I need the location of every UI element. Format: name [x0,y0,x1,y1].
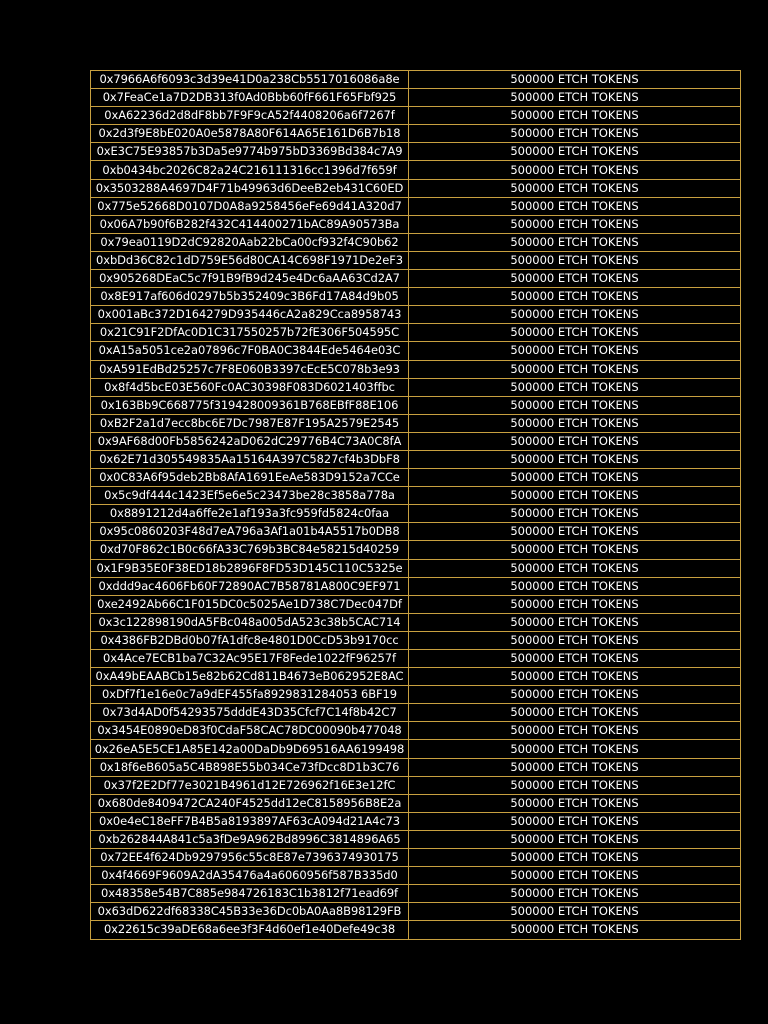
table-row [91,903,741,921]
table-row [91,215,741,233]
token-amount-cell: 500000 ETCH TOKENS [409,776,741,794]
token-allocation-table [90,70,741,940]
token-amount-cell: 500000 ETCH TOKENS [409,342,741,360]
table-row [91,631,741,649]
token-amount-cell: 500000 ETCH TOKENS [409,432,741,450]
table-row [91,125,741,143]
table-row [91,450,741,468]
table-row [91,740,741,758]
table-row [91,161,741,179]
table-row [91,650,741,668]
wallet-address-cell: 0x775e52668D0107D0A8a9258456eFe69d41A320d7 [91,197,409,215]
wallet-address-cell: 0x1F9B35E0F38ED18b2896F8FD53D145C110C5325e [91,559,409,577]
token-amount-cell: 500000 ETCH TOKENS [409,830,741,848]
table-row [91,849,741,867]
wallet-address-cell: 0xB2F2a1d7ecc8bc6E7Dc7987E87F195A2579E2545 [91,414,409,432]
token-amount-cell: 500000 ETCH TOKENS [409,396,741,414]
token-amount-cell: 500000 ETCH TOKENS [409,143,741,161]
table-row [91,89,741,107]
table-row [91,595,741,613]
token-amount-cell: 500000 ETCH TOKENS [409,161,741,179]
table-row [91,179,741,197]
table-row [91,306,741,324]
wallet-address-cell: 0x73d4AD0f54293575dddE43D35Cfcf7C14f8b42C7 [91,704,409,722]
table-row [91,251,741,269]
wallet-address-cell: 0x3454E0890eD83f0CdaF58CAC78DC00090b477048 [91,722,409,740]
wallet-address-cell: 0x0e4eC18eFF7B4B5a8193897AF63cA094d21A4c73 [91,812,409,830]
token-amount-cell: 500000 ETCH TOKENS [409,668,741,686]
token-amount-cell: 500000 ETCH TOKENS [409,794,741,812]
table-row [91,867,741,885]
table-row [91,288,741,306]
table-row [91,523,741,541]
wallet-address-cell: 0x905268DEaC5c7f91B9fB9d245e4Dc6aAA63Cd2A7 [91,270,409,288]
table-row [91,613,741,631]
table-row [91,776,741,794]
table-row [91,432,741,450]
wallet-address-cell: 0x2d3f9E8bE020A0e5878A80F614A65E161D6B7b18 [91,125,409,143]
token-amount-cell: 500000 ETCH TOKENS [409,885,741,903]
table-row [91,921,741,939]
wallet-address-cell: 0x18f6eB605a5C4B898E55b034Ce73fDcc8D1b3C76 [91,758,409,776]
token-amount-cell: 500000 ETCH TOKENS [409,921,741,939]
token-amount-cell: 500000 ETCH TOKENS [409,469,741,487]
table-row [91,469,741,487]
wallet-address-cell: 0x79ea0119D2dC92820Aab22bCa00cf932f4C90b62 [91,233,409,251]
table-row [91,541,741,559]
table-row [91,414,741,432]
token-amount-cell: 500000 ETCH TOKENS [409,324,741,342]
table-row [91,668,741,686]
wallet-address-cell: 0x3503288A4697D4F71b49963d6DeeB2eb431C60ED [91,179,409,197]
wallet-address-cell: 0x21C91F2DfAc0D1C317550257b72fE306F504595C [91,324,409,342]
token-amount-cell: 500000 ETCH TOKENS [409,89,741,107]
table-row [91,270,741,288]
token-amount-cell: 500000 ETCH TOKENS [409,704,741,722]
table-row [91,324,741,342]
token-amount-cell: 500000 ETCH TOKENS [409,487,741,505]
token-amount-cell: 500000 ETCH TOKENS [409,233,741,251]
wallet-address-cell: 0x8f4d5bcE03E560Fc0AC30398F083D6021403ffbc [91,378,409,396]
token-amount-cell: 500000 ETCH TOKENS [409,523,741,541]
wallet-address-cell: 0xE3C75E93857b3Da5e9774b975bD3369Bd384c7A9 [91,143,409,161]
token-amount-cell: 500000 ETCH TOKENS [409,414,741,432]
token-amount-cell: 500000 ETCH TOKENS [409,270,741,288]
table-row [91,794,741,812]
token-amount-cell: 500000 ETCH TOKENS [409,450,741,468]
token-amount-cell: 500000 ETCH TOKENS [409,197,741,215]
table-row [91,686,741,704]
wallet-address-cell: 0xb262844A841c5a3fDe9A962Bd8996C3814896A65 [91,830,409,848]
wallet-address-cell: 0x7FeaCe1a7D2DB313f0Ad0Bbb60fF661F65Fbf925 [91,89,409,107]
token-amount-cell: 500000 ETCH TOKENS [409,71,741,89]
token-amount-cell: 500000 ETCH TOKENS [409,215,741,233]
token-amount-cell: 500000 ETCH TOKENS [409,360,741,378]
token-amount-cell: 500000 ETCH TOKENS [409,251,741,269]
table-row [91,487,741,505]
wallet-address-cell: 0x95c0860203F48d7eA796a3Af1a01b4A5517b0DB8 [91,523,409,541]
token-amount-cell: 500000 ETCH TOKENS [409,740,741,758]
wallet-address-cell: 0x680de8409472CA240F4525dd12eC8158956B8E2a [91,794,409,812]
token-amount-cell: 500000 ETCH TOKENS [409,812,741,830]
table-row [91,71,741,89]
table-row [91,197,741,215]
table-row [91,758,741,776]
token-amount-cell: 500000 ETCH TOKENS [409,631,741,649]
token-amount-cell: 500000 ETCH TOKENS [409,867,741,885]
table-row [91,577,741,595]
wallet-address-cell: 0x4Ace7ECB1ba7C32Ac95E17F8Fede1022fF96257f [91,650,409,668]
wallet-address-cell: 0x48358e54B7C885e984726183C1b3812f71ead69f [91,885,409,903]
wallet-address-cell: 0x26eA5E5CE1A85E142a00DaDb9D69516AA6199498 [91,740,409,758]
token-amount-cell: 500000 ETCH TOKENS [409,559,741,577]
token-amount-cell: 500000 ETCH TOKENS [409,722,741,740]
token-amount-cell: 500000 ETCH TOKENS [409,577,741,595]
wallet-address-cell: 0x4f4669F9609A2dA35476a4a6060956f587B335d0 [91,867,409,885]
table-row [91,396,741,414]
wallet-address-cell: 0x7966A6f6093c3d39e41D0a238Cb5517016086a8e [91,71,409,89]
table-row [91,812,741,830]
table-row [91,378,741,396]
wallet-address-cell: 0xA591EdBd25257c7F8E060B3397cEcE5C078b3e93 [91,360,409,378]
token-amount-cell: 500000 ETCH TOKENS [409,650,741,668]
wallet-address-cell: 0x4386FB2DBd0b07fA1dfc8e4801D0CcD53b9170cc [91,631,409,649]
table-row [91,233,741,251]
wallet-address-cell: 0x63dD622df68338C45B33e36Dc0bA0Aa8B98129FB [91,903,409,921]
wallet-address-cell: 0x001aBc372D164279D935446cA2a829Cca8958743 [91,306,409,324]
wallet-address-cell: 0xddd9ac4606Fb60F72890AC7B58781A800C9EF971 [91,577,409,595]
token-amount-cell: 500000 ETCH TOKENS [409,378,741,396]
wallet-address-cell: 0xe2492Ab66C1F015DC0c5025Ae1D738C7Dec047Df [91,595,409,613]
wallet-address-cell: 0x8E917af606d0297b5b352409c3B6Fd17A84d9b05 [91,288,409,306]
wallet-address-cell: 0x72EE4f624Db9297956c55c8E87e7396374930175 [91,849,409,867]
wallet-address-cell: 0xA15a5051ce2a07896c7F0BA0C3844Ede5464e03C [91,342,409,360]
wallet-address-cell: 0x163Bb9C668775f319428009361B768EBfF88E106 [91,396,409,414]
token-amount-cell: 500000 ETCH TOKENS [409,686,741,704]
token-amount-cell: 500000 ETCH TOKENS [409,107,741,125]
table-row [91,360,741,378]
token-allocation-table-body [91,71,741,940]
token-amount-cell: 500000 ETCH TOKENS [409,758,741,776]
wallet-address-cell: 0xA49bEAABCb15e82b62Cd811B4673eB062952E8AC [91,668,409,686]
wallet-address-cell: 0x9AF68d00Fb5856242aD062dC29776B4C73A0C8fA [91,432,409,450]
token-amount-cell: 500000 ETCH TOKENS [409,306,741,324]
wallet-address-cell: 0x22615c39aDE68a6ee3f3F4d60ef1e40Defe49c38 [91,921,409,939]
wallet-address-cell: 0x37f2E2Df77e3021B4961d12E726962f16E3e12fC [91,776,409,794]
table-row [91,342,741,360]
table-row [91,505,741,523]
table-row [91,722,741,740]
token-amount-cell: 500000 ETCH TOKENS [409,505,741,523]
table-row [91,107,741,125]
token-amount-cell: 500000 ETCH TOKENS [409,125,741,143]
table-row [91,143,741,161]
table-row [91,830,741,848]
table-row [91,885,741,903]
wallet-address-cell: 0x0C83A6f95deb2Bb8AfA1691EeAe583D9152a7CCe [91,469,409,487]
table-row [91,704,741,722]
wallet-address-cell: 0xb0434bc2026C82a24C216111316cc1396d7f659f [91,161,409,179]
wallet-address-cell: 0x8891212d4a6ffe2e1af193a3fc959fd5824c0faa [91,505,409,523]
token-amount-cell: 500000 ETCH TOKENS [409,613,741,631]
wallet-address-cell: 0x62E71d305549835Aa15164A397C5827cf4b3DbF8 [91,450,409,468]
wallet-address-cell: 0x5c9df444c1423Ef5e6e5c23473be28c3858a778a [91,487,409,505]
token-amount-cell: 500000 ETCH TOKENS [409,288,741,306]
token-amount-cell: 500000 ETCH TOKENS [409,849,741,867]
token-amount-cell: 500000 ETCH TOKENS [409,179,741,197]
table-row [91,559,741,577]
token-amount-cell: 500000 ETCH TOKENS [409,541,741,559]
wallet-address-cell: 0xbDd36C82c1dD759E56d80CA14C698F1971De2eF3 [91,251,409,269]
token-amount-cell: 500000 ETCH TOKENS [409,595,741,613]
wallet-address-cell: 0xd70F862c1B0c66fA33C769b3BC84e58215d40259 [91,541,409,559]
wallet-address-cell: 0xDf7f1e16e0c7a9dEF455fa8929831284053 6BF19 [91,686,409,704]
wallet-address-cell: 0xA62236d2d8dF8bb7F9F9cA52f4408206a6f7267f [91,107,409,125]
wallet-address-cell: 0x06A7b90f6B282f432C414400271bAC89A90573Ba [91,215,409,233]
token-amount-cell: 500000 ETCH TOKENS [409,903,741,921]
wallet-address-cell: 0x3c122898190dA5FBc048a005dA523c38b5CAC714 [91,613,409,631]
